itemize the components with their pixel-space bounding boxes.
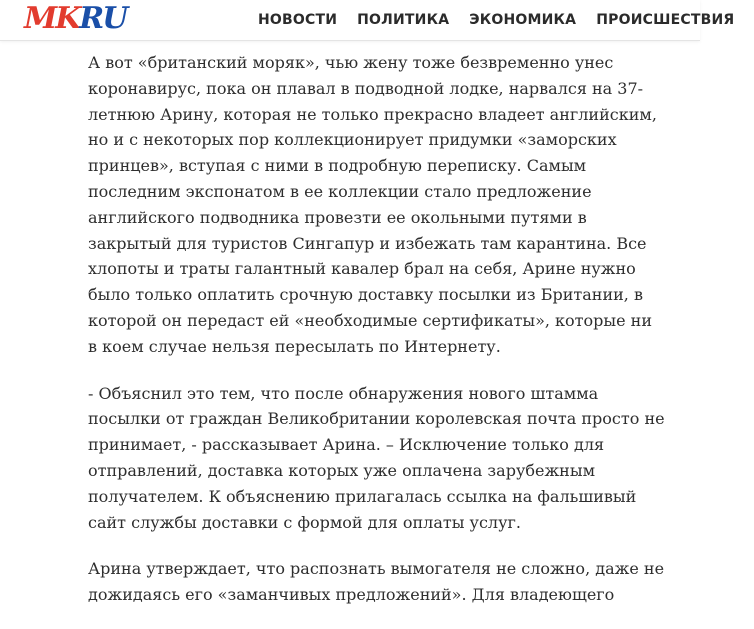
main-nav: [258, 0, 754, 40]
text-line: дожидаясь его «заманчивых предложений». Для владеющего: [88, 585, 615, 605]
text-line: Арина утверждает, что распознать вымогателя не сложно, даже не: [88, 559, 665, 579]
text-line: А вот «британский моряк», чью жену тоже безвременно унес: [88, 53, 614, 72]
text-line: коронавирус, пока он плавал в подводной лодке, нарвался на 37-: [88, 78, 644, 98]
text-line: сайт службы доставки с формой для оплаты услуг.: [88, 512, 521, 532]
text-line: принимает, - рассказывает Арина. – Исключение только для: [88, 435, 605, 455]
text-line: было только оплатить срочную доставку посылки из Британии, в: [88, 285, 643, 305]
nav-item-news[interactable]: НОВОСТИ: [258, 12, 338, 28]
logo-mk: MK: [24, 1, 80, 36]
nav-item-incidents[interactable]: ПРОИСШЕСТВИЯ: [596, 12, 735, 28]
article-paragraph-1: [88, 50, 657, 360]
site-logo[interactable]: [24, 2, 126, 36]
text-line: посылки от граждан Великобритании королевская почта просто не: [88, 409, 665, 429]
text-line: которой он передаст ей «необходимые сертификаты», которые ни: [88, 310, 653, 330]
text-line: хлопоты и траты галантный кавалер брал на себя, Арине нужно: [88, 259, 636, 279]
text-line: но и с некоторых пор коллекционирует придумки «заморских: [88, 130, 617, 150]
article-body: [88, 50, 665, 629]
article-paragraph-3: [88, 556, 665, 608]
text-line: - Объяснил это тем, что после обнаружения нового штамма: [88, 383, 599, 403]
text-line: закрытый для туристов Сингапур и избежать там карантина. Все: [88, 233, 647, 253]
text-line: последним экспонатом в ее коллекции стало предложение: [88, 181, 592, 201]
nav-item-politics[interactable]: ПОЛИТИКА: [357, 12, 450, 28]
article-paragraph-2: [88, 381, 665, 536]
nav-item-economy[interactable]: ЭКОНОМИКА: [469, 12, 577, 28]
text-line: в коем случае нельзя пересылать по Интернету.: [88, 336, 501, 356]
text-line: английского подводника провезти ее окольными путями в: [88, 207, 587, 227]
text-line: принцев», вступая с ними в подробную переписку. Самым: [88, 156, 587, 176]
text-line: отправлений, доставка которых уже оплачена зарубежным: [88, 460, 596, 480]
text-line: получателем. К объяснению прилагалась ссылка на фальшивый: [88, 486, 637, 506]
site-header: [0, 0, 735, 41]
logo-ru: RU: [79, 1, 127, 36]
text-line: летнюю Арину, которая не только прекрасно владеет английским,: [88, 104, 657, 124]
